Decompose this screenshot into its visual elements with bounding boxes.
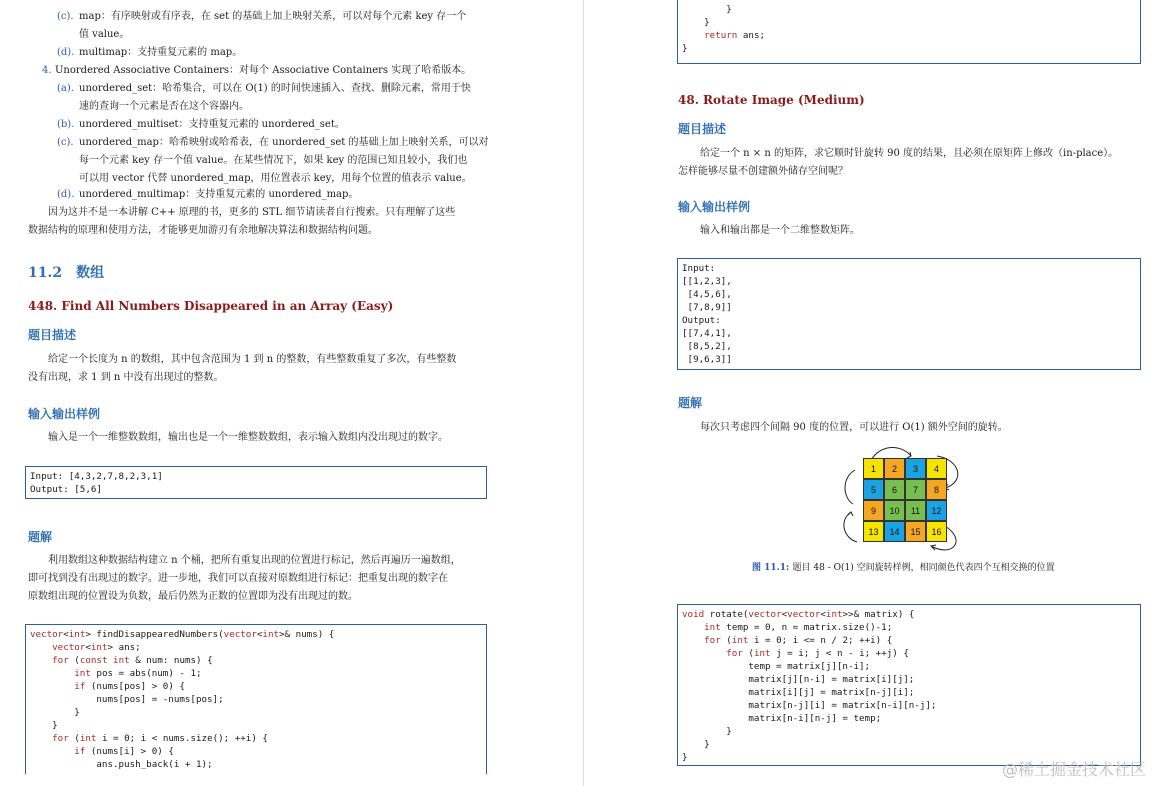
- code-line: return ans;: [704, 30, 766, 41]
- io-text-48: 输入和输出都是一个二维整数矩阵。: [700, 225, 860, 236]
- solution-48-text: 每次只考虑四个间隔 90 度的位置，可以进行 O(1) 额外空间的旋转。: [700, 422, 1008, 433]
- code-line: }: [682, 17, 710, 28]
- desc-48-line-1: 给定一个 n × n 的矩阵，求它顺时针旋转 90 度的结果，且必须在原矩阵上修改（in-place）。: [700, 148, 1119, 159]
- problem-title-48: 48. Rotate Image (Medium): [678, 93, 865, 107]
- keyword: return: [704, 30, 738, 41]
- io-code-448: [25, 466, 487, 499]
- list-item-line: Unordered Associative Containers：对每个 Associative Containers 实现了哈希版本。: [55, 65, 472, 76]
- code-line: Input:: [682, 263, 716, 274]
- list-item-marker: (d).: [57, 189, 75, 200]
- list-item-marker: (c).: [57, 11, 74, 22]
- keyword: for: [52, 655, 69, 666]
- code-line: for (const int & num: nums) {: [52, 655, 213, 666]
- keyword: vector: [787, 609, 821, 620]
- keyword: int: [74, 668, 91, 679]
- code-line: nums[pos] = -nums[pos];: [30, 694, 224, 705]
- keyword: const: [79, 655, 108, 666]
- code-line: }: [682, 752, 688, 763]
- code-line: [8,5,2],: [682, 341, 732, 352]
- list-item-marker: (b).: [57, 119, 75, 130]
- desc-448-line-2: 没有出现，求 1 到 n 中没有出现过的整数。: [28, 372, 224, 383]
- grid-cell: 12: [926, 500, 947, 521]
- stl-note-line-1: 因为这并不是一本讲解 C++ 原理的书，更多的 STL 细节请读者自行搜索。只有理解了这些: [48, 207, 456, 218]
- code-line: [9,6,3]]: [682, 354, 732, 365]
- code-line: int temp = 0, n = matrix.size()-1;: [704, 622, 893, 633]
- desc-heading-448: 题目描述: [28, 328, 77, 342]
- solution-448-line-1: 利用数组这种数据结构建立 n 个桶，把所有重复出现的位置进行标记，然后再遍历一遍数组，: [48, 555, 461, 566]
- list-item-line: multimap：支持重复元素的 map。: [79, 47, 243, 58]
- code-line: for (int j = i; j < n - i; ++j) {: [726, 648, 909, 659]
- keyword: int: [825, 609, 843, 620]
- keyword: int: [79, 733, 97, 744]
- keyword: int: [90, 642, 108, 653]
- rotation-grid: [863, 458, 947, 542]
- figure-caption-text: 题目 48 - O(1) 空间旋转样例，相同颜色代表四个互相交换的位置: [792, 563, 1055, 573]
- list-item-line: unordered_multimap：支持重复元素的 unordered_map。: [79, 189, 359, 200]
- grid-cell: 7: [905, 479, 926, 500]
- list-item-marker: (c).: [57, 137, 74, 148]
- list-item-line: 可以用 vector 代替 unordered_map，用位置表示 key，用每个位置的值表示 value。: [79, 173, 472, 184]
- code-line: }: [30, 707, 80, 718]
- list-item-line: 速的查询一个元素是否在这个容器内。: [79, 101, 249, 112]
- grid-cell: 3: [905, 458, 926, 479]
- io-code-line: Output: [5,6]: [30, 484, 102, 495]
- keyword: int: [753, 648, 771, 659]
- keyword: vector: [30, 629, 64, 640]
- solution-448-line-3: 原数组出现的位置设为负数，最后仍然为正数的位置即为没有出现过的数。: [28, 591, 358, 602]
- keyword: int: [113, 655, 130, 666]
- stl-note-line-2: 数据结构的原理和使用方法，才能够更加游刃有余地解决算法和数据结构问题。: [28, 225, 378, 236]
- code-line: if (nums[pos] > 0) {: [74, 681, 185, 692]
- code-line: }: [682, 726, 732, 737]
- keyword: vector: [748, 609, 782, 620]
- grid-cell: 15: [905, 521, 926, 542]
- keyword: int: [704, 622, 721, 633]
- desc-448-line-1: 给定一个长度为 n 的数组，其中包含范围为 1 到 n 的整数，有些整数重复了多次，有些整数: [48, 354, 457, 365]
- code-line: for (int i = 0; i < nums.size(); ++i) {: [52, 733, 268, 744]
- code-line: Output:: [682, 315, 721, 326]
- code-block-448-continued: [677, 0, 1141, 64]
- list-item-line: 每一个元素 key 存一个值 value。在某些情况下，如果 key 的范围已知且较小，我们也: [79, 155, 468, 166]
- keyword: for: [726, 648, 743, 659]
- code-line: }: [682, 4, 732, 15]
- code-line: if (nums[i] > 0) {: [74, 746, 174, 757]
- keyword: int: [262, 629, 280, 640]
- code-line: [4,5,6],: [682, 289, 732, 300]
- grid-cell: 9: [863, 500, 884, 521]
- desc-48-line-2: 怎样能够尽量不创建额外储存空间呢？: [678, 166, 848, 177]
- figure-caption: [752, 560, 1055, 573]
- code-block-448: [25, 624, 487, 774]
- keyword: void: [682, 609, 705, 620]
- list-item-line: 值 value。: [79, 29, 130, 40]
- code-line: matrix[j][n-i] = matrix[i][j];: [682, 674, 915, 685]
- code-line: }: [682, 43, 688, 54]
- watermark: @稀土掘金技术社区: [1001, 760, 1146, 779]
- code-line: void rotate(vector<vector<int>>& matrix) {: [682, 609, 915, 620]
- code-line: matrix[n-j][i] = matrix[n-i][n-j];: [682, 700, 937, 711]
- io-heading-48: 输入输出样例: [678, 200, 751, 214]
- grid-cell: 14: [884, 521, 905, 542]
- section-title: 11.2 数组: [28, 265, 105, 281]
- list-item-marker: 4.: [42, 65, 52, 76]
- list-item-line: unordered_set：哈希集合，可以在 O(1) 的时间快速插入、查找、删除元素，常用于快: [79, 83, 471, 94]
- keyword: int: [731, 635, 749, 646]
- code-line: for (int i = 0; i <= n / 2; ++i) {: [704, 635, 893, 646]
- io-code-48: [677, 258, 1141, 370]
- list-item-marker: (d).: [57, 47, 75, 58]
- code-line: }: [30, 720, 58, 731]
- keyword: if: [74, 681, 86, 692]
- right-page: [586, 0, 1154, 786]
- code-line: [[7,4,1],: [682, 328, 732, 339]
- keyword: vector: [223, 629, 257, 640]
- code-line: matrix[n-i][n-j] = temp;: [682, 713, 882, 724]
- problem-title-448: 448. Find All Numbers Disappeared in an Array (Easy): [28, 299, 394, 313]
- io-text-448: 输入是一个一维整数数组，输出也是一个一维整数数组，表示输入数组内没出现过的数字。: [48, 432, 448, 443]
- keyword: for: [52, 733, 69, 744]
- keyword: vector: [52, 642, 86, 653]
- keyword: int: [68, 629, 86, 640]
- solution-448-line-2: 即可找到没有出现过的数字。进一步地，我们可以直接对原数组进行标记：把重复出现的数字在: [28, 573, 448, 584]
- code-line: int pos = abs(num) - 1;: [74, 668, 202, 679]
- code-line: vector<int> ans;: [52, 642, 141, 653]
- code-line: matrix[i][j] = matrix[n-j][i];: [682, 687, 915, 698]
- keyword: for: [704, 635, 721, 646]
- grid-cell: 13: [863, 521, 884, 542]
- grid-cell: 4: [926, 458, 947, 479]
- code-line: temp = matrix[j][n-i];: [682, 661, 871, 672]
- code-line: ans.push_back(i + 1);: [30, 759, 213, 770]
- code-line: [7,8,9]]: [682, 302, 732, 313]
- grid-cell: 10: [884, 500, 905, 521]
- code-line: [[1,2,3],: [682, 276, 732, 287]
- code-block-48: [677, 604, 1141, 766]
- list-item-marker: (a).: [57, 83, 74, 94]
- figure-caption-label: 图 11.1:: [752, 563, 790, 573]
- list-item-line: map：有序映射或有序表，在 set 的基础上加上映射关系，可以对每个元素 key 存一个: [79, 11, 467, 22]
- list-item-line: unordered_map：哈希映射或哈希表，在 unordered_set 的基础上加上映射关系，可以对: [79, 137, 489, 148]
- solution-heading-48: 题解: [678, 396, 703, 410]
- io-heading-448: 输入输出样例: [28, 407, 101, 421]
- io-code-line: Input: [4,3,2,7,8,2,3,1]: [30, 471, 163, 482]
- list-item-line: unordered_multiset：支持重复元素的 unordered_set。: [79, 119, 345, 130]
- grid-cell: 8: [926, 479, 947, 500]
- grid-cell: 6: [884, 479, 905, 500]
- solution-heading-448: 题解: [28, 530, 53, 544]
- grid-cell: 2: [884, 458, 905, 479]
- grid-cell: 11: [905, 500, 926, 521]
- code-line: vector<int> findDisappearedNumbers(vector<int>& nums) {: [30, 629, 335, 640]
- desc-heading-48: 题目描述: [678, 122, 727, 136]
- grid-cell: 5: [863, 479, 884, 500]
- keyword: if: [74, 746, 86, 757]
- grid-cell: 16: [926, 521, 947, 542]
- code-line: }: [682, 739, 710, 750]
- grid-cell: 1: [863, 458, 884, 479]
